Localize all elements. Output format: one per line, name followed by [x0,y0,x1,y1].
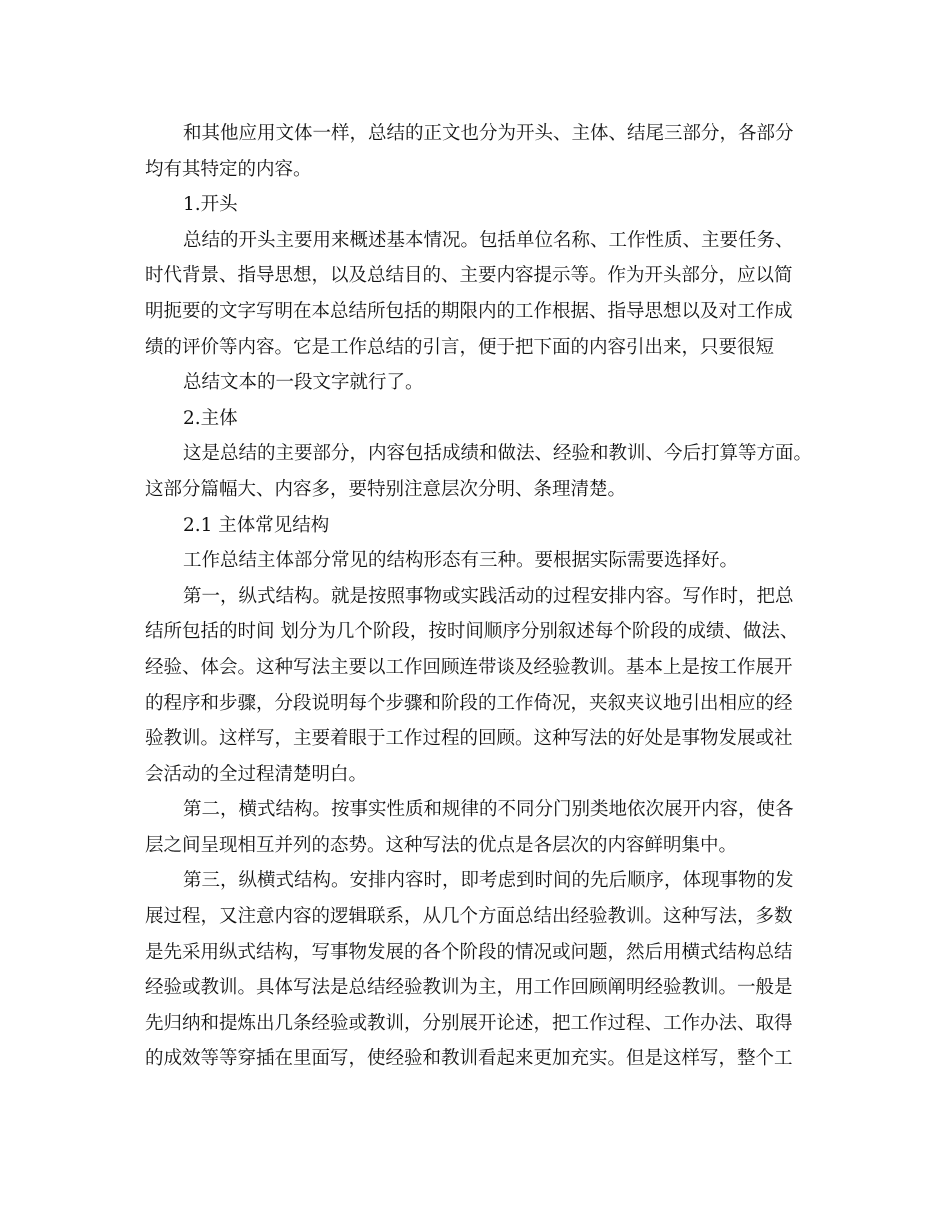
document-body [145,116,813,1077]
text-line: 结所包括的时间 划分为几个阶段，按时间顺序分别叙述每个阶段的成绩、做法、 [145,621,799,643]
text-line: 展过程，又注意内容的逻辑联系，从几个方面总结出经验教训。这种写法，多数 [145,906,793,928]
text-line: 总结文本的一段文字就行了。 [183,372,424,394]
text-line: 验教训。这样写，主要着眼于工作过程的回顾。这种写法的好处是事物发展或社 [145,728,793,750]
text-line: 这是总结的主要部分，内容包括成绩和做法、经验和教训、今后打算等方面。 [183,443,813,465]
text-line: 是先采用纵式结构，写事物发展的各个阶段的情况或问题，然后用横式结构总结 [145,941,793,963]
text-line: 1.开头 [183,194,238,216]
text-line: 先归纳和提炼出几条经验或教训，分别展开论述，把工作过程、工作办法、取得 [145,1012,793,1034]
text-line: 绩的评价等内容。它是工作总结的引言，便于把下面的内容引出来，只要很短 [145,336,775,358]
text-line: 和其他应用文体一样，总结的正文也分为开头、主体、结尾三部分，各部分 [183,123,794,144]
text-line: 会活动的全过程清楚明白。 [145,763,368,785]
text-line: 第三，纵横式结构。安排内容时，即考虑到时间的先后顺序，体现事物的发 [183,870,794,892]
text-line: 明扼要的文字写明在本总结所包括的期限内的工作根据、指导思想以及对工作成 [145,300,793,322]
text-line: 层之间呈现相互并列的态势。这种写法的优点是各层次的内容鲜明集中。 [145,834,738,856]
text-line: 均有其特定的内容。 [145,158,312,180]
text-line: 工作总结主体部分常见的结构形态有三种。要根据实际需要选择好。 [183,550,739,572]
text-line: 时代背景、指导思想，以及总结目的、主要内容提示等。作为开头部分，应以简 [145,265,793,287]
text-line: 这部分篇幅大、内容多，要特别注意层次分明、条理清楚。 [145,478,627,500]
text-line: 2.主体 [183,407,238,429]
text-line: 第一，纵式结构。就是按照事物或实践活动的过程安排内容。写作时，把总 [183,585,794,607]
text-line: 的成效等等穿插在里面写，使经验和教训看起来更加充实。但是这样写，整个工 [145,1048,793,1070]
text-line: 第二，横式结构。按事实性质和规律的不同分门别类地依次展开内容，使各 [183,799,794,821]
text-line: 的程序和步骤，分段说明每个步骤和阶段的工作倚况，夹叙夹议地引出相应的经 [145,692,793,714]
text-line: 总结的开头主要用来概述基本情况。包括单位名称、工作性质、主要任务、 [183,229,794,251]
text-line: 经验或教训。具体写法是总结经验教训为主，用工作回顾阐明经验教训。一般是 [145,977,793,999]
text-line: 经验、体会。这种写法主要以工作回顾连带谈及经验教训。基本上是按工作展开 [145,656,793,678]
text-line: 2.1 主体常见结构 [183,514,330,536]
